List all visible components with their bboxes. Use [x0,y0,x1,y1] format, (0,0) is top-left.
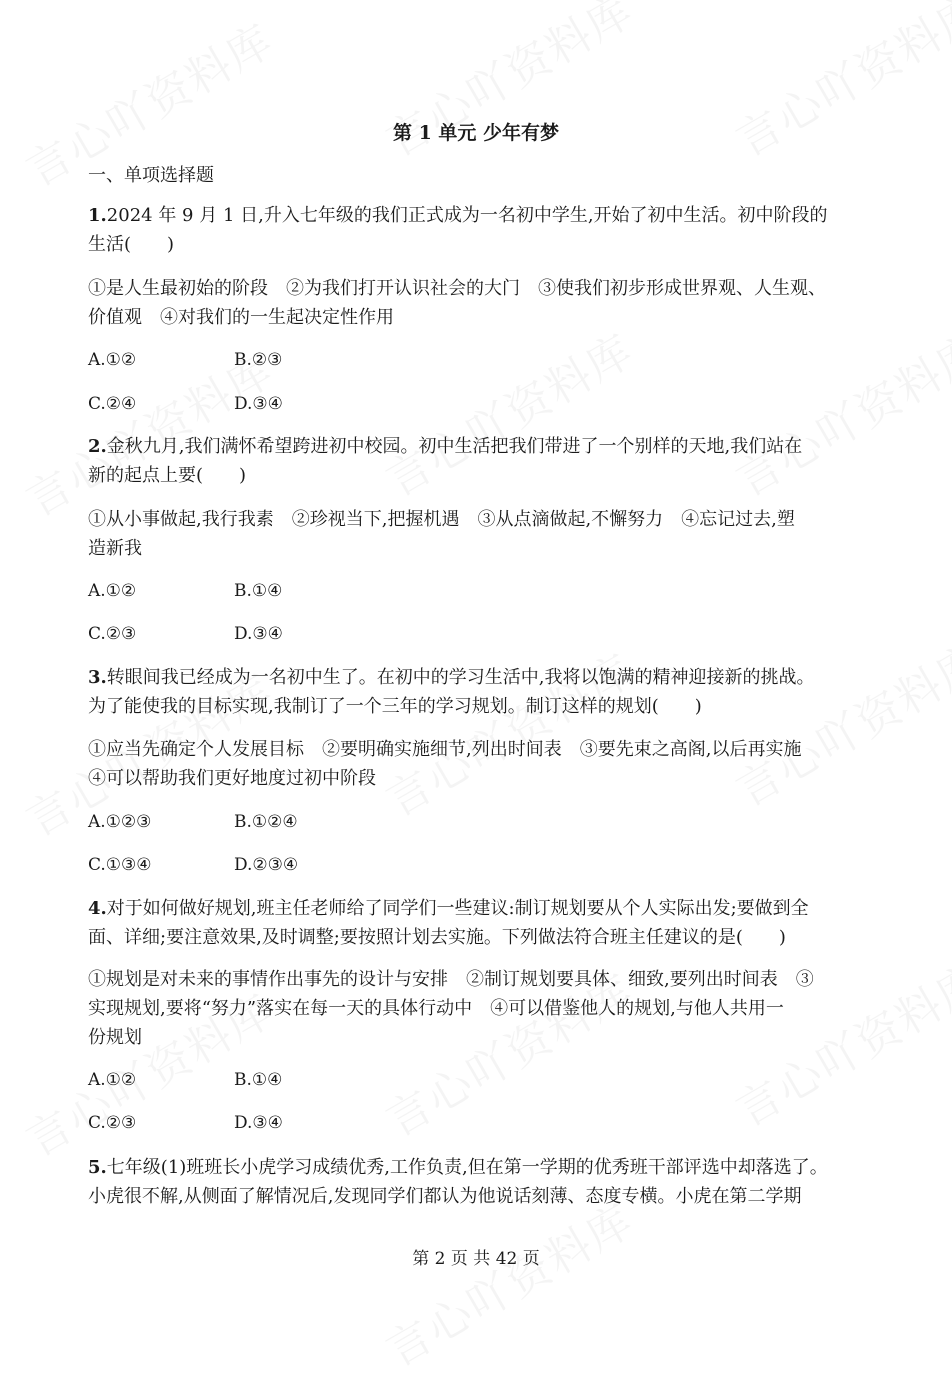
question-5-stem: 5.七年级(1)班班长小虎学习成绩优秀,工作负责,但在第一学期的优秀班干部评选中却落选了。 [88,1157,828,1178]
question-1-stem: 1.2024 年 9 月 1 日,升入七年级的我们正式成为一名初中学生,开始了初中生活。初中阶段的 [88,205,828,226]
question-2-statements-cont: 造新我 [88,538,142,559]
question-3-statements: ①应当先确定个人发展目标 ②要明确实施细节,列出时间表 ③要先束之高阁,以后再实施 [88,739,802,760]
question-1-option-a[interactable]: A.①② [88,350,137,370]
question-1-option-d[interactable]: D.③④ [234,394,283,414]
question-3-stem-cont: 为了能使我的目标实现,我制订了一个三年的学习规划。制订这样的规划( ) [88,696,702,717]
page-footer: 第 2 页 共 42 页 [412,1249,540,1269]
question-4-statements-cont: 实现规划,要将“努力”落实在每一天的具体行动中 ④可以借鉴他人的规划,与他人共用一 [88,998,784,1019]
question-2-option-a[interactable]: A.①② [88,581,137,601]
question-4-option-c[interactable]: C.②③ [88,1113,137,1133]
question-2-option-d[interactable]: D.③④ [234,624,283,644]
watermark [372,1185,643,1378]
question-1-statements: ①是人生最初始的阶段 ②为我们打开认识社会的大门 ③使我们初步形成世界观、人生观、 [88,278,826,299]
question-3-option-d[interactable]: D.②③④ [234,855,299,875]
question-3-option-a[interactable]: A.①②③ [88,812,152,832]
question-1-option-c[interactable]: C.②④ [88,394,137,414]
question-3-option-c[interactable]: C.①③④ [88,855,152,875]
question-1-option-b[interactable]: B.②③ [234,350,283,370]
question-4-option-a[interactable]: A.①② [88,1070,137,1090]
question-3-statements-cont: ④可以帮助我们更好地度过初中阶段 [88,768,376,789]
watermark [722,625,952,818]
question-2-stem: 2.金秋九月,我们满怀希望跨进初中校园。初中生活把我们带进了一个别样的天地,我们站在 [88,436,803,457]
question-1-stem-cont: 生活( ) [88,234,175,255]
page-title: 第 1 单元 少年有梦 [392,122,560,144]
question-3-stem: 3.转眼间我已经成为一名初中生了。在初中的学习生活中,我将以饱满的精神迎接新的挑战。 [88,667,815,688]
section-heading: 一、单项选择题 [88,165,214,186]
question-2-statements: ①从小事做起,我行我素 ②珍视当下,把握机遇 ③从点滴做起,不懈努力 ④忘记过去,塑 [88,509,795,530]
question-4-stem-cont: 面、详细;要注意效果,及时调整;要按照计划去实施。下列做法符合班主任建议的是( ) [88,927,786,948]
question-2-option-b[interactable]: B.①④ [234,581,283,601]
question-4-option-d[interactable]: D.③④ [234,1113,283,1133]
question-2-option-c[interactable]: C.②③ [88,624,137,644]
question-4-statements-cont2: 份规划 [88,1027,142,1048]
question-4-stem: 4.对于如何做好规划,班主任老师给了同学们一些建议:制订规划要从个人实际出发;要做到全 [88,898,809,919]
question-3-option-b[interactable]: B.①②④ [234,812,298,832]
question-1-statements-cont: 价值观 ④对我们的一生起决定性作用 [88,307,394,328]
question-4-statements: ①规划是对未来的事情作出事先的设计与安排 ②制订规划要具体、细致,要列出时间表 ③ [88,969,814,990]
watermark [372,315,643,508]
question-5-stem-cont: 小虎很不解,从侧面了解情况后,发现同学们都认为他说话刻薄、态度专横。小虎在第二学期 [88,1186,802,1207]
question-4-option-b[interactable]: B.①④ [234,1070,283,1090]
watermark [722,315,952,508]
question-2-stem-cont: 新的起点上要( ) [88,465,247,486]
